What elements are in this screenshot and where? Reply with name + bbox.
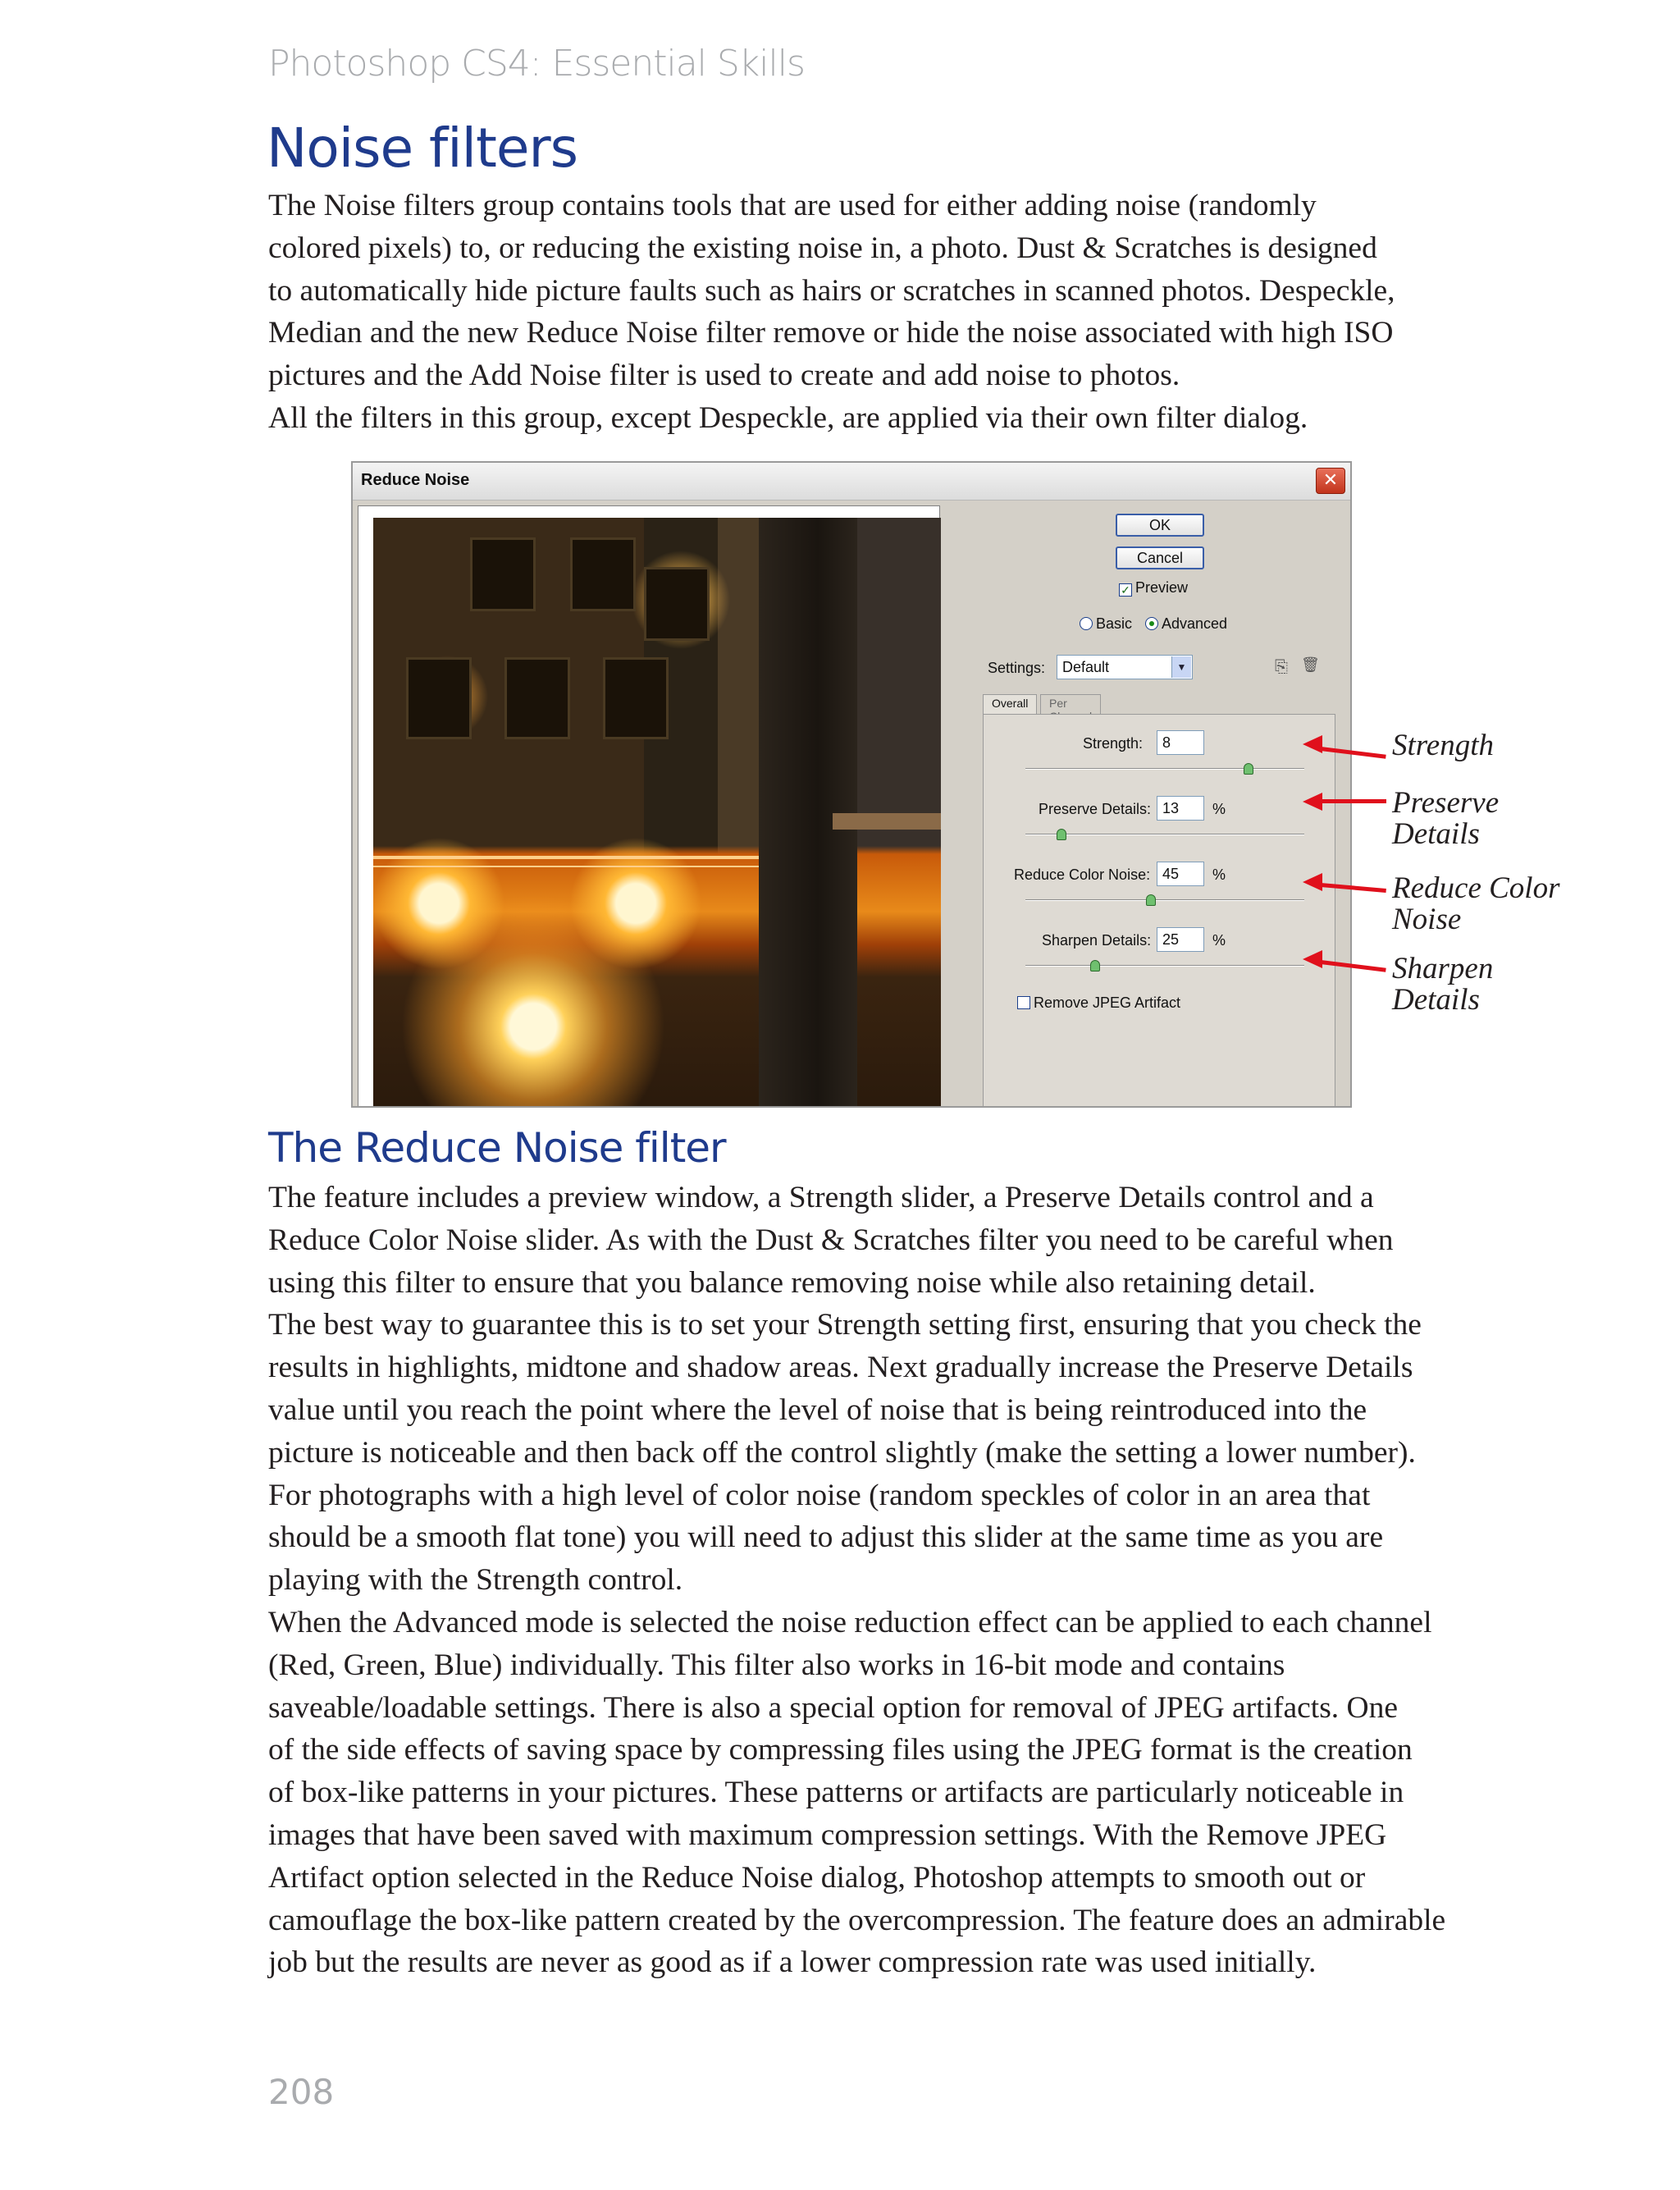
text-line: Median and the new Reduce Noise filter remove or hide the noise associated with high ISO [268,316,1394,350]
mode-advanced-radio[interactable] [1145,615,1227,633]
text-line: The best way to guarantee this is to set your Strength setting first, ensuring that you check the [268,1308,1422,1342]
balcony-rail [373,856,759,859]
sharpen-details-slider-track[interactable] [1025,965,1304,967]
settings-label: Settings: [988,660,1046,676]
settings-select[interactable] [1057,655,1193,679]
text-line: saveable/loadable settings. There is also a special option for removal of JPEG artifacts. One [268,1690,1399,1725]
text-line: job but the results are never as good as if a lower compression rate was used initially. [268,1945,1317,1980]
running-head: Photoshop CS4: Essential Skills [268,43,805,85]
reduce-color-noise-input[interactable]: 45 [1157,862,1204,886]
percent-label: % [1212,932,1226,949]
sharpen-details-slider-thumb[interactable] [1090,960,1100,972]
text-line: of the side effects of saving space by compressing files using the JPEG format is the creation [268,1733,1413,1767]
body-paragraph [268,1177,1515,1984]
preserve-details-input[interactable]: 13 [1157,796,1204,821]
checkbox-unchecked-icon [1017,996,1030,1009]
callout-strength [1392,730,1494,761]
text-line: camouflage the box-like pattern created by the overcompression. The feature does an admirable [268,1903,1446,1937]
preview-photo [373,518,941,1108]
arrow-head-icon [1303,793,1322,811]
preview-label: Preview [1135,579,1189,596]
text-line: of box-like patterns in your pictures. These patterns or artifacts are particularly noticeable in [268,1776,1404,1810]
strength-input[interactable]: 8 [1157,730,1204,755]
close-icon[interactable]: ✕ [1316,468,1345,494]
strength-label: Strength: [1083,735,1144,752]
callout-line: Noise [1392,903,1462,936]
text-line: images that have been saved with maximum compression settings. With the Remove JPEG [268,1817,1387,1852]
reduce-noise-dialog-screenshot [351,461,1352,1108]
cancel-button[interactable]: Cancel [1116,546,1204,569]
remove-jpeg-artifact-label: Remove JPEG Artifact [1034,994,1181,1011]
preserve-details-slider-track[interactable] [1025,834,1304,835]
checkbox-checked-icon: ✓ [1119,583,1132,597]
subsection-title: The Reduce Noise filter [268,1124,726,1172]
section-title: Noise filters [267,117,578,180]
callout-preserve-details [1392,788,1499,850]
text-line: colored pixels) to, or reducing the existing noise in, a photo. Dust & Scratches is designed [268,231,1377,265]
sharpen-details-label: Sharpen Details: [1042,932,1152,949]
callout-line: Details [1392,983,1480,1017]
tab-overall[interactable]: Overall [983,694,1037,716]
text-line: All the filters in this group, except Despeckle, are applied via their own filter dialog. [268,400,1308,435]
building-window [470,537,536,611]
text-line: Artifact option selected in the Reduce Noise dialog, Photoshop attempts to smooth out or [268,1860,1366,1895]
building-window [603,657,669,739]
intro-paragraph [268,185,1515,440]
building-window [644,567,710,641]
sharpen-details-input[interactable]: 25 [1157,927,1204,952]
text-line: The Noise filters group contains tools that are used for either adding noise (randomly [268,189,1317,222]
dialog-title: Reduce Noise [361,471,470,489]
callout-sharpen-details [1392,953,1493,1016]
text-line: (Red, Green, Blue) individually. This filter also works in 16-bit mode and contains [268,1648,1285,1682]
reduce-color-noise-slider-track[interactable] [1025,899,1304,901]
callout-arrow-preserve-details [1321,799,1386,803]
awning [833,813,941,830]
text-line: Reduce Color Noise slider. As with the Dust & Scratches filter you need to be careful when [268,1223,1394,1257]
text-line: The feature includes a preview window, a Strength slider, a Preserve Details control and a [268,1181,1374,1214]
radio-icon [1080,617,1093,630]
text-line: to automatically hide picture faults such as hairs or scratches in scanned photos. Despeckle, [268,273,1395,308]
callout-line: Reduce Color [1392,871,1560,905]
radio-selected-icon [1145,617,1158,630]
callout-line: Details [1392,817,1480,851]
preserve-details-label: Preserve Details: [1039,801,1152,817]
balcony-rail [373,866,759,867]
ok-button[interactable]: OK [1116,514,1204,537]
tab-per-channel[interactable]: Per [1040,694,1101,716]
arrow-head-icon [1303,735,1322,753]
arrow-head-icon [1303,950,1322,968]
callout-line: Preserve [1392,786,1500,820]
page-number: 208 [268,2072,335,2112]
preview-checkbox[interactable] [1119,579,1188,597]
text-line: For photographs with a high level of color noise (random speckles of color in an area that [268,1478,1371,1512]
callout-line: Strength [1392,729,1495,762]
mode-basic-radio[interactable] [1080,615,1132,633]
preserve-details-slider-thumb[interactable] [1057,829,1066,840]
percent-label: % [1212,801,1226,817]
text-line: should be a smooth flat tone) you will need to adjust this slider at the same time as you are [268,1520,1384,1555]
text-line: playing with the Strength control. [268,1563,683,1598]
overall-panel [983,714,1335,1108]
building-window [570,537,636,611]
text-line: value until you reach the point where the level of noise that is being reintroduced into the [268,1392,1367,1427]
chevron-down-icon: ▼ [1171,656,1191,678]
text-line: When the Advanced mode is selected the noise reduction effect can be applied to each channel [268,1605,1432,1639]
reduce-color-noise-slider-thumb[interactable] [1146,894,1156,906]
text-line: picture is noticeable and then back off the control slightly (make the setting a lower number). [268,1435,1416,1470]
callout-reduce-color-noise [1392,873,1559,935]
mode-advanced-label: Advanced [1162,615,1228,632]
preview-window[interactable] [358,505,940,1108]
text-line: using this filter to ensure that you balance removing noise while also retaining detail. [268,1265,1316,1300]
callout-line: Sharpen [1392,952,1494,985]
remove-jpeg-artifact-checkbox[interactable] [1017,994,1180,1012]
mode-basic-label: Basic [1096,615,1133,632]
text-line: results in highlights, midtone and shadow areas. Next gradually increase the Preserve Details [268,1351,1413,1385]
strength-slider-track[interactable] [1025,768,1304,770]
arrow-head-icon [1303,873,1322,891]
save-settings-icon[interactable]: ⎘ [1275,656,1288,676]
dialog-titlebar [353,463,1350,501]
settings-value: Default [1062,659,1110,675]
building-window [406,657,472,739]
text-line: pictures and the Add Noise filter is used to create and add noise to photos. [268,359,1180,393]
percent-label: % [1212,866,1226,883]
reduce-color-noise-label: Reduce Color Noise: [1014,866,1151,883]
delete-settings-icon[interactable]: 🗑 [1301,656,1320,674]
building-window [504,657,570,739]
strength-slider-thumb[interactable] [1244,763,1253,775]
